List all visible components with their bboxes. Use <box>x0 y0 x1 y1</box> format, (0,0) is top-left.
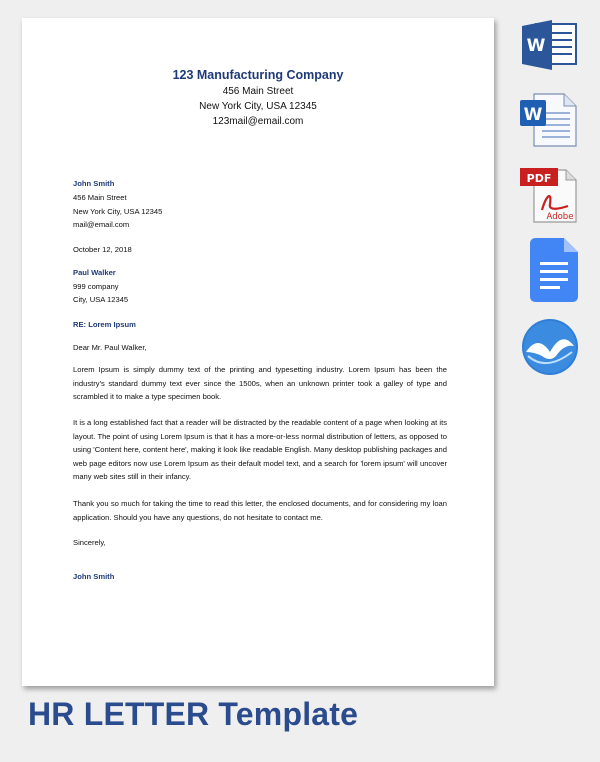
svg-text:W: W <box>526 36 546 56</box>
recipient-company: 999 company <box>73 282 119 291</box>
subject-line: RE: Lorem Ipsum <box>73 320 136 329</box>
sender-name: John Smith <box>73 179 115 188</box>
company-name: 123 Manufacturing Company <box>172 68 344 82</box>
letter-date: October 12, 2018 <box>73 245 132 254</box>
company-street: 456 Main Street <box>222 86 294 97</box>
closing: Sincerely, <box>73 538 106 547</box>
recipient-city: City, USA 12345 <box>73 295 129 304</box>
format-icons <box>516 0 586 380</box>
company-city: New York City, USA 12345 <box>199 101 317 112</box>
google-docs-icon[interactable] <box>530 238 578 302</box>
openoffice-icon[interactable] <box>522 319 578 375</box>
paragraph-3: Thank you so much for taking the time to read this letter, the enclosed documents, and for considering my loan application. Should you have any questions, do not hesitate to contact me. <box>73 499 447 522</box>
paragraph-1: Lorem Ipsum is simply dummy text of the printing and typesetting industry. Lorem Ipsum has been the industry's standard dummy text ever since the 1500s, when an unknown printer took a galley of type and scrambled it to make a type specimen book. <box>73 365 447 402</box>
sender-email: mail@email.com <box>73 220 130 229</box>
letter-page <box>22 18 494 686</box>
salutation: Dear Mr. Paul Walker, <box>73 343 147 352</box>
svg-text:W: W <box>523 105 543 125</box>
word-doc-icon[interactable] <box>520 94 576 146</box>
company-email: 123mail@email.com <box>212 116 304 127</box>
signature-name: John Smith <box>73 572 115 581</box>
word-icon[interactable] <box>522 20 576 70</box>
recipient-name: Paul Walker <box>73 268 116 277</box>
pdf-label: PDF <box>526 172 552 185</box>
sender-street: 456 Main Street <box>73 193 127 202</box>
template-title: HR LETTER Template <box>28 696 359 732</box>
sender-city: New York City, USA 12345 <box>73 207 163 216</box>
pdf-icon[interactable] <box>520 168 576 222</box>
adobe-label: Adobe <box>546 212 574 222</box>
paragraph-2: It is a long established fact that a reader will be distracted by the readable content of a page when looking at its layout. The point of using Lorem Ipsum is that it has a more-or-less normal distribution of letters, as opposed to using 'Content here, content here', making it look like readable English. Many desktop publishing packages and web page editors now use Lorem Ipsum as their default model text, and a search for 'lorem ipsum' will uncover many web sites still in their infancy. <box>73 418 447 482</box>
